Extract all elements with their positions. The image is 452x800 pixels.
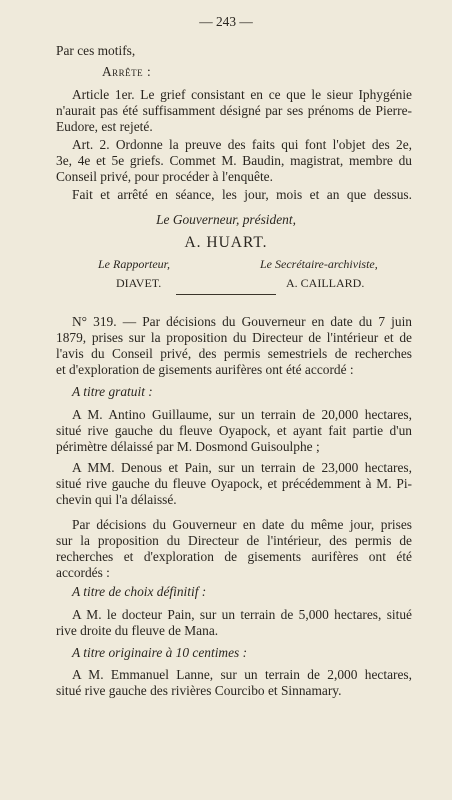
signature-title: Le Gouverneur, président, bbox=[156, 212, 296, 227]
text-line: N° 319. — Par décisions du Gouverneur en date du 7 juin bbox=[72, 314, 412, 329]
decree-heading: Arrête : bbox=[102, 64, 152, 79]
text-line: A M. le docteur Pain, sur un terrain de 5,000 hectares, situé bbox=[72, 607, 412, 622]
section-heading: A titre originaire à 10 centimes : bbox=[72, 645, 248, 660]
text-line: Article 1er. Le grief consistant en ce que le sieur Iphygénie bbox=[72, 87, 412, 102]
text-line: situé rive gauche du fleuve Oyapock, et ayant fait partie d'un bbox=[56, 423, 412, 438]
text-line: Art. 2. Ordonne la preuve des faits qui font l'objet des 2e, bbox=[72, 137, 412, 152]
text-line: Par décisions du Gouverneur en date du même jour, prises bbox=[72, 517, 412, 532]
text-line: accordés : bbox=[56, 565, 110, 580]
text-line: recherches et d'exploration de gisements aurifères ont été bbox=[56, 549, 412, 564]
secretary-title: Le Secrétaire-archiviste, bbox=[260, 257, 378, 271]
text-line: Conseil privé, pour procéder à l'enquête. bbox=[56, 169, 273, 184]
text-line: A MM. Denous et Pain, sur un terrain de 23,000 hectares, bbox=[72, 460, 412, 475]
text-line: et d'exploration de gisements aurifères ont été accordé : bbox=[56, 362, 354, 377]
text-line: l'avis du Conseil privé, des permis semestriels de recherches bbox=[56, 346, 412, 361]
text-line: A M. Antino Guillaume, sur un terrain de 20,000 hectares, bbox=[72, 407, 412, 422]
signature-name: A. HUART. bbox=[184, 234, 268, 251]
text-line: sur la proposition du Directeur de l'intérieur, des permis de bbox=[56, 533, 412, 548]
separator-rule bbox=[176, 294, 276, 295]
text-line: rive droite du fleuve de Mana. bbox=[56, 623, 219, 638]
section-heading: A titre de choix définitif : bbox=[72, 584, 207, 599]
text-line: situé rive gauche des rivières Courcibo et Sinnamary. bbox=[56, 683, 342, 698]
text-line: Fait et arrêté en séance, les jour, mois et an que dessus. bbox=[72, 187, 412, 202]
text-line: 3e, 4e et 5e griefs. Commet M. Baudin, magistrat, membre du bbox=[56, 153, 412, 168]
text-line: chevin qui l'a délaissé. bbox=[56, 492, 177, 507]
text-line: A M. Emmanuel Lanne, sur un terrain de 2,000 hectares, bbox=[72, 667, 412, 682]
text-line: périmètre délaissé par M. Dosmond Guisoulphe ; bbox=[56, 439, 320, 454]
text-line: Eudore, est rejeté. bbox=[56, 119, 153, 134]
rapporteur-name: DIAVET. bbox=[116, 276, 162, 290]
rapporteur-title: Le Rapporteur, bbox=[98, 257, 170, 271]
text-line: Par ces motifs, bbox=[56, 43, 136, 58]
secretary-name: A. CAILLARD. bbox=[286, 276, 365, 290]
text-line: 1879, prises sur la proposition du Directeur de l'intérieur et de bbox=[56, 330, 412, 345]
page-number: — 243 — bbox=[199, 14, 253, 29]
text-line: situé rive gauche du fleuve Oyapock, et précédemment à M. Pi- bbox=[56, 476, 412, 491]
text-line: n'aurait pas été suffisamment désigné par ses prénoms de Pierre- bbox=[56, 103, 412, 118]
section-heading: A titre gratuit : bbox=[72, 384, 153, 399]
